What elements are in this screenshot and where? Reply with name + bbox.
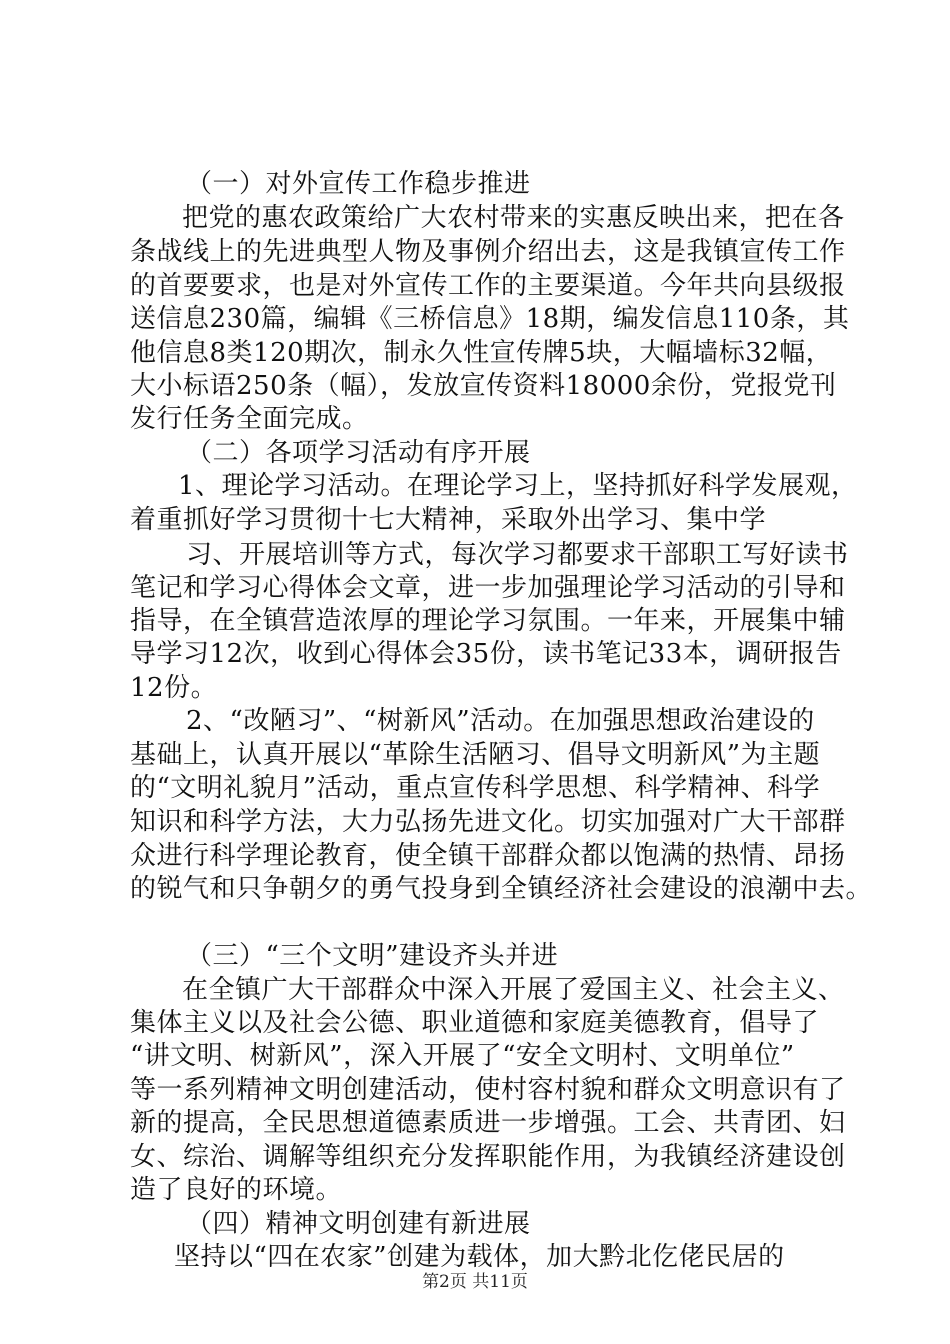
paragraph-line: 12份。 bbox=[130, 673, 218, 703]
section-heading-2: （二）各项学习活动有序开展 bbox=[186, 438, 531, 468]
paragraph-line: 在全镇广大干部群众中深入开展了爱国主义、社会主义、 bbox=[182, 975, 845, 1005]
paragraph-line: 新的提高，全民思想道德素质进一步增强。工会、共青团、妇 bbox=[130, 1108, 846, 1138]
paragraph-line: 知识和科学方法，大力弘扬先进文化。切实加强对广大干部群 bbox=[130, 807, 846, 837]
paragraph-line: 导学习12次，收到心得体会35份，读书笔记33本，调研报告 bbox=[130, 639, 842, 669]
section-heading-3: （三）“三个文明”建设齐头并进 bbox=[186, 941, 559, 971]
paragraph-line: 大小标语250条（幅），发放宣传资料18000余份，党报党刊 bbox=[130, 371, 837, 401]
paragraph-line: 造了良好的环境。 bbox=[130, 1175, 343, 1205]
paragraph-line: 指导，在全镇营造浓厚的理论学习氛围。一年来，开展集中辅 bbox=[130, 606, 846, 636]
paragraph-line: 1、理论学习活动。在理论学习上，坚持抓好科学发展观， bbox=[178, 471, 858, 501]
paragraph-line: 坚持以“四在农家”创建为载体，加大黔北仡佬民居的 bbox=[174, 1242, 785, 1272]
page-footer: 第2页 共11页 bbox=[422, 1272, 528, 1292]
paragraph-line: 把党的惠农政策给广大农村带来的实惠反映出来，把在各 bbox=[182, 203, 845, 233]
section-heading-4: （四）精神文明创建有新进展 bbox=[186, 1209, 531, 1239]
paragraph-line: 等一系列精神文明创建活动，使村容村貌和群众文明意识有了 bbox=[130, 1075, 846, 1105]
paragraph-line: 送信息230篇，编辑《三桥信息》18期，编发信息110条，其 bbox=[130, 304, 850, 334]
paragraph-line: 着重抓好学习贯彻十七大精神，采取外出学习、集中学 bbox=[130, 505, 767, 535]
paragraph-line: 发行任务全面完成。 bbox=[130, 404, 369, 434]
paragraph-line: 众进行科学理论教育，使全镇干部群众都以饱满的热情、昂扬 bbox=[130, 841, 846, 871]
paragraph-line: 女、综治、调解等组织充分发挥职能作用，为我镇经济建设创 bbox=[130, 1142, 846, 1172]
section-heading-1: （一）对外宣传工作稳步推进 bbox=[186, 169, 531, 199]
paragraph-line: 的首要要求，也是对外宣传工作的主要渠道。今年共向县级报 bbox=[130, 271, 846, 301]
paragraph-line: 习、开展培训等方式，每次学习都要求干部职工写好读书 bbox=[186, 540, 849, 570]
paragraph-line: 2、“改陋习”、“树新风”活动。在加强思想政治建设的 bbox=[186, 706, 815, 736]
paragraph-line: 的“文明礼貌月”活动，重点宣传科学思想、科学精神、科学 bbox=[130, 773, 821, 803]
paragraph-line: “讲文明、树新风”，深入开展了“安全文明村、文明单位” bbox=[130, 1041, 795, 1071]
paragraph-line: 基础上，认真开展以“革除生活陋习、倡导文明新风”为主题 bbox=[130, 740, 821, 770]
paragraph-line: 条战线上的先进典型人物及事例介绍出去，这是我镇宣传工作 bbox=[130, 237, 846, 267]
paragraph-line: 集体主义以及社会公德、职业道德和家庭美德教育，倡导了 bbox=[130, 1008, 820, 1038]
paragraph-line: 他信息8类120期次，制永久性宣传牌5块，大幅墙标32幅， bbox=[130, 338, 833, 368]
paragraph-line: 的锐气和只争朝夕的勇气投身到全镇经济社会建设的浪潮中去。 bbox=[130, 874, 873, 904]
paragraph-line: 笔记和学习心得体会文章，进一步加强理论学习活动的引导和 bbox=[130, 573, 846, 603]
